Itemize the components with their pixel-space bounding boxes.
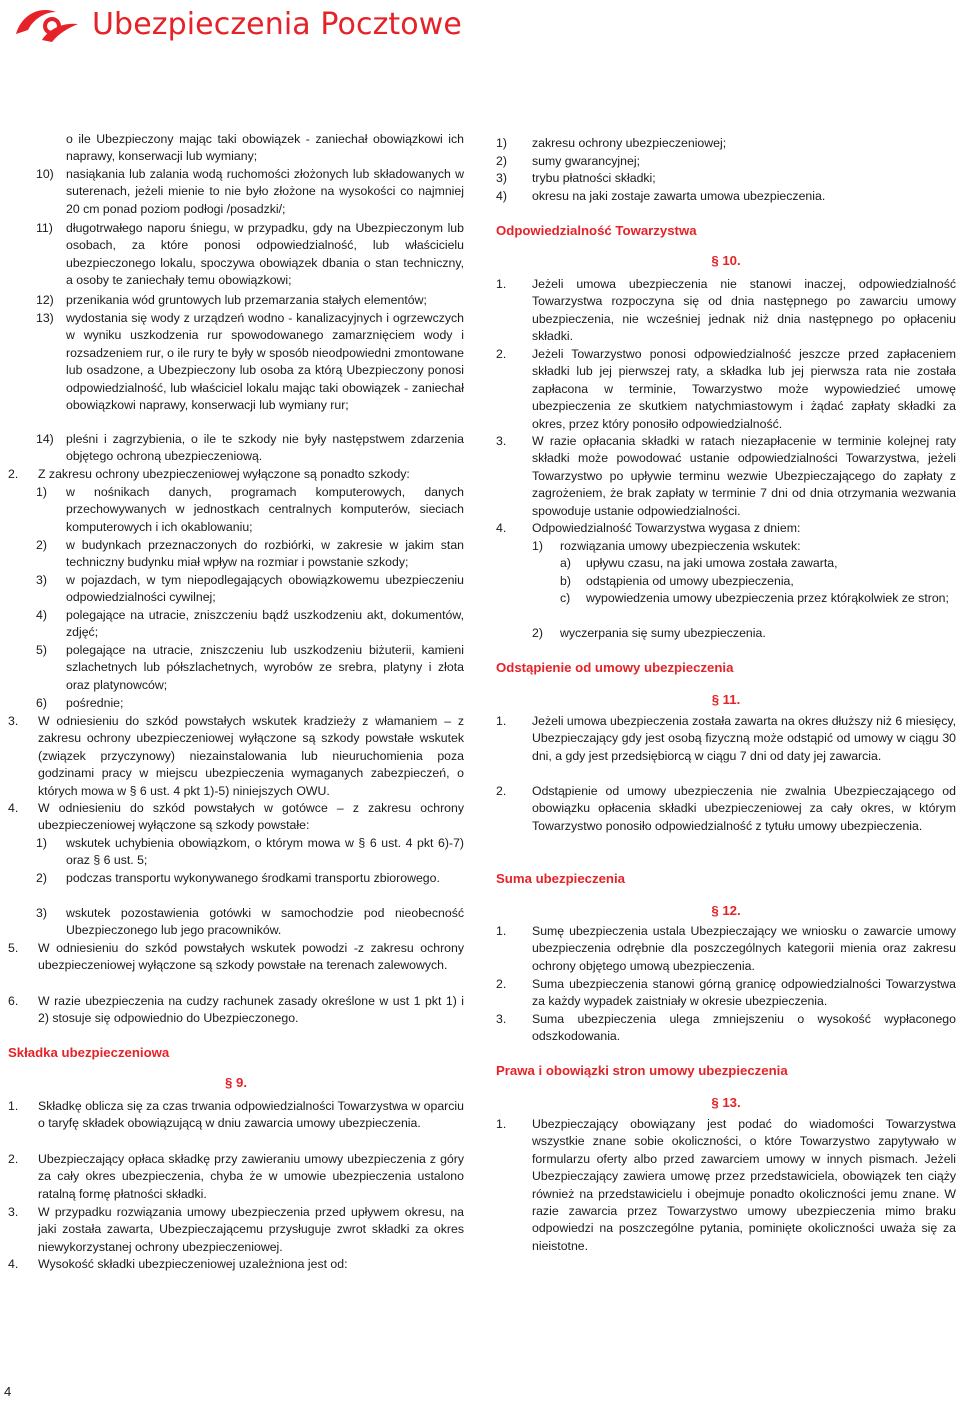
- list-item-text: pleśni i zagrzybienia, o ile te szkody nie były następstwem zdarzenia objętego ochroną ubezpieczeniową.: [66, 432, 464, 464]
- list-number: 4): [36, 608, 47, 622]
- list-number: 1.: [496, 924, 507, 938]
- list-item: [496, 555, 956, 572]
- section-heading: Suma ubezpieczenia: [496, 871, 625, 886]
- list-number: 6.: [8, 994, 19, 1008]
- list-number: 2): [496, 154, 507, 168]
- section-heading: Prawa i obowiązki stron umowy ubezpieczenia: [496, 1063, 788, 1078]
- list-item-text: W razie ubezpieczenia na cudzy rachunek zasady określone w ust 1 pkt 1) i 2) stosuje się odpowiednio do Ubezpieczonego.: [38, 994, 464, 1026]
- list-number: 1): [532, 539, 543, 553]
- list-item-text: długotrwałego naporu śniegu, w przypadku, gdy na Ubezpieczonym lub osobach, za które ponosi odpowiedzialność, lub właścicielu ubezpieczonego lokalu, spoczywa obowiązek dbania o stan techniczny, a osoby te zaniechały temu obowiązkowi;: [66, 221, 464, 288]
- list-item: [496, 1011, 956, 1046]
- list-item: [496, 976, 956, 1011]
- list-number: 2.: [8, 1152, 19, 1166]
- list-item: [496, 153, 956, 170]
- logo-icon: [12, 4, 84, 44]
- list-item-text: upływu czasu, na jaki umowa została zawarta,: [586, 556, 838, 570]
- list-number: 11): [36, 221, 53, 235]
- list-number: 1): [496, 136, 507, 150]
- list-number: 2.: [8, 467, 19, 481]
- list-item-text: podczas transportu wykonywanego środkami transportu zbiorowego.: [66, 871, 440, 885]
- list-number: 1.: [496, 277, 507, 291]
- list-item-text: W odniesieniu do szkód powstałych wskutek powodzi -z zakresu ochrony ubezpieczeniowej wyłączone są szkody powstałe na terenach zalewowych.: [38, 941, 464, 973]
- list-item-text: nasiąkania lub zalania wodą ruchomości złożonych lub składowanych w suterenach, jeżeli mienie to nie było złożone na wysokości co najmniej 20 cm ponad poziom podłogi /posadzki/;: [66, 167, 464, 216]
- list-item-text: wyczerpania się sumy ubezpieczenia.: [560, 626, 766, 640]
- list-item: [8, 800, 464, 835]
- list-item-text: W odniesieniu do szkód powstałych w gotówce – z zakresu ochrony ubezpieczeniowej wyłączone są szkody powstałe:: [38, 801, 464, 833]
- list-item: [8, 835, 464, 870]
- list-number: 1.: [8, 1099, 19, 1113]
- list-item: [496, 433, 956, 520]
- list-item-text: w pojazdach, w tym niepodlegających obowiązkowemu ubezpieczeniu odpowiedzialności cywilnej;: [66, 573, 464, 605]
- paragraph-symbol: § 12.: [711, 903, 741, 918]
- list-number: 4.: [8, 801, 19, 815]
- list-number: c): [560, 591, 571, 605]
- list-item-text: Z zakresu ochrony ubezpieczeniowej wyłączone są ponadto szkody:: [38, 467, 410, 481]
- list-item-text: w budynkach przeznaczonych do rozbiórki, w zakresie w jakim stan techniczny budynku miał wpływ na rozmiar i powstanie szkody;: [66, 538, 464, 570]
- list-number: 3): [36, 573, 47, 587]
- list-item-text: w nośnikach danych, programach komputerowych, danych przechowywanych w jednostkach centralnych komputerów, sieciach komputerowych i ich okablowaniu;: [66, 485, 464, 534]
- list-number: 3.: [8, 1205, 19, 1219]
- list-item-text: Suma ubezpieczenia stanowi górną granicę odpowiedzialności Towarzystwa za każdy wypadek zaistniały w okresie ubezpieczenia.: [532, 977, 956, 1009]
- list-item-text: okresu na jaki zostaje zawarta umowa ubezpieczenia.: [532, 189, 826, 203]
- list-number: 1): [36, 485, 47, 499]
- list-number: 3.: [496, 1012, 507, 1026]
- list-item: [8, 292, 464, 309]
- list-item-text: W przypadku rozwiązania umowy ubezpieczenia przed upływem okresu, na jaki została zawarta, Ubezpieczającemu przysługuje zwrot składki za okres niewykorzystanej ochrony ubezpieczeniowej.: [38, 1205, 464, 1254]
- list-item: [496, 276, 956, 346]
- list-item-text: Ubezpieczający obowiązany jest podać do wiadomości Towarzystwa wszystkie znane sobie okoliczności, o które Towarzystwo zapytywało w formularzu oferty albo przed zawarciem umowy w innych pismach. Jeżeli Ubezpieczający zawiera umowę przez przedstawiciela, obowiązek ten ciąży również na przedstawicielu i obejmuje ponadto okoliczności jemu znane. W razie zawarcia przez Towarzystwo umowy ubezpieczenia mimo braku odpowiedzi na poszczególne pytania, pominięte okoliczności uważa się za nieistotne.: [532, 1117, 956, 1253]
- list-item: [8, 431, 464, 466]
- list-number: 3): [496, 171, 507, 185]
- list-item-text: odstąpienia od umowy ubezpieczenia,: [586, 574, 794, 588]
- list-item: [496, 346, 956, 433]
- list-number: 5.: [8, 941, 19, 955]
- list-item: [496, 188, 956, 205]
- paragraph-symbol: § 13.: [711, 1095, 741, 1110]
- list-item: [496, 573, 956, 590]
- list-number: 5): [36, 643, 47, 657]
- list-item: [8, 1256, 464, 1273]
- list-item: [496, 590, 956, 607]
- list-item-text: Sumę ubezpieczenia ustala Ubezpieczający we wniosku o zawarcie umowy ubezpieczenia odrębnie dla poszczególnych kategorii mienia oraz zakresu ochrony objętego umową ubezpieczenia.: [532, 924, 956, 973]
- list-item-text: Wysokość składki ubezpieczeniowej uzależniona jest od:: [38, 1257, 348, 1271]
- list-item: [8, 572, 464, 607]
- list-number: 12): [36, 293, 54, 307]
- list-number: 10): [36, 167, 54, 181]
- list-number: b): [560, 574, 571, 588]
- page-number: 4: [4, 1384, 12, 1399]
- list-item: [8, 695, 464, 712]
- list-number: 2): [36, 538, 47, 552]
- list-item: [496, 625, 956, 642]
- paragraph-symbol: § 9.: [225, 1075, 247, 1090]
- list-item-text: Jeżeli Towarzystwo ponosi odpowiedzialność jeszcze przed zapłaceniem składki lub jej pierwszej raty, a składka lub jej pierwsza rata nie została zapłacona w terminie, Towarzystwo może wypowiedzieć umowę ubezpieczenia ze skutkiem natychmiastowym i żądać zapłaty składki za okres, przez który ponosiło odpowiedzialność.: [532, 347, 956, 431]
- list-item-text: Odpowiedzialność Towarzystwa wygasa z dniem:: [532, 521, 801, 535]
- list-item-text: o ile Ubezpieczony mając taki obowiązek - zaniechał obowiązkowi ich naprawy, konserwacji lub wymiany;: [66, 132, 464, 164]
- list-item: [8, 1151, 464, 1203]
- list-item-text: rozwiązania umowy ubezpieczenia wskutek:: [560, 539, 801, 553]
- list-item: [496, 783, 956, 835]
- list-item: [496, 1116, 956, 1255]
- list-item: [8, 166, 464, 218]
- list-item-text: Suma ubezpieczenia ulega zmniejszeniu o wysokość wypłaconego odszkodowania.: [532, 1012, 956, 1044]
- paragraph-symbol: § 11.: [711, 692, 741, 707]
- list-number: 1.: [496, 1117, 507, 1131]
- section-heading: Odstąpienie od umowy ubezpieczenia: [496, 660, 734, 675]
- section-heading: Składka ubezpieczeniowa: [8, 1045, 170, 1060]
- list-item-text: Odstąpienie od umowy ubezpieczenia nie zwalnia Ubezpieczającego od obowiązku opłacenia składki ubezpieczeniowej za cały okres, w którym Towarzystwo ponosiło odpowiedzialność z tytułu umowy ubezpieczenia.: [532, 784, 956, 833]
- list-number: 2.: [496, 784, 507, 798]
- list-item: [496, 170, 956, 187]
- list-item: [8, 537, 464, 572]
- list-item-text: wypowiedzenia umowy ubezpieczenia przez którąkolwiek ze stron;: [586, 591, 949, 605]
- list-number: 3.: [8, 714, 19, 728]
- list-item-text: Składkę oblicza się za czas trwania odpowiedzialności Towarzystwa w oparciu o taryfę składek obowiązującą w dniu zawarcia umowy ubezpieczenia.: [38, 1099, 464, 1131]
- list-item: [8, 642, 464, 694]
- list-item: [8, 310, 464, 414]
- list-number: 1.: [496, 714, 507, 728]
- list-number: 4): [496, 189, 507, 203]
- list-item: [8, 220, 464, 290]
- list-number: a): [560, 556, 571, 570]
- list-item: [496, 713, 956, 765]
- list-item: [496, 538, 956, 555]
- list-item: [496, 520, 956, 537]
- list-item-text: polegające na utracie, zniszczeniu bądź uszkodzeniu akt, dokumentów, zdjęć;: [66, 608, 464, 640]
- list-number: 13): [36, 311, 54, 325]
- list-number: 2.: [496, 977, 507, 991]
- list-number: 2): [532, 626, 543, 640]
- list-number: 14): [36, 432, 54, 446]
- list-number: 2.: [496, 347, 507, 361]
- list-item-text: Jeżeli umowa ubezpieczenia została zawarta na okres dłuższy niż 6 miesięcy, Ubezpieczający gdy jest osobą fizyczną może odstąpić od umowy w ciągu 30 dni, a gdy jest przedsiębiorcą w ciągu 7 dni od daty jej zawarcia.: [532, 714, 956, 763]
- list-number: 3.: [496, 434, 507, 448]
- list-item: [8, 940, 464, 975]
- paragraph-symbol: § 10.: [711, 253, 741, 268]
- list-item-text: wskutek uchybienia obowiązkom, o którym mowa w § 6 ust. 4 pkt 6)-7) oraz § 6 ust. 5;: [66, 836, 464, 868]
- list-item: [8, 993, 464, 1028]
- list-item: [8, 870, 464, 887]
- list-item-text: W odniesieniu do szkód powstałych wskutek kradzieży z włamaniem – z zakresu ochrony ubezpieczeniowej wyłączone są szkody powstałe wskutek (związek przyczynowy) niezainstalowania lub nieuruchomienia poza godzinami pracy w miejscu ubezpieczenia wymaganych zabezpieczeń, o których mowa w § 6 ust. 4 pkt 1)-5) niniejszych OWU.: [38, 714, 464, 798]
- list-item-text: zakresu ochrony ubezpieczeniowej;: [532, 136, 727, 150]
- section-heading: Odpowiedzialność Towarzystwa: [496, 223, 697, 238]
- list-item-text: wskutek pozostawienia gotówki w samochodzie pod nieobecność Ubezpieczonego lub jego pracowników.: [66, 906, 464, 938]
- list-number: 1): [36, 836, 47, 850]
- list-number: 2): [36, 871, 47, 885]
- list-item-text: Ubezpieczający opłaca składkę przy zawieraniu umowy ubezpieczenia z góry za cały okres ubezpieczenia, chyba że w umowie ubezpieczenia ustalono ratalną formę płatności składki.: [38, 1152, 464, 1201]
- list-item: [496, 923, 956, 975]
- list-item: [8, 607, 464, 642]
- list-item: [8, 713, 464, 800]
- list-item-text: wydostania się wody z urządzeń wodno - kanalizacyjnych i ogrzewczych w wyniku uszkodzenia rur spowodowanego zamarznięciem wody i rozsadzeniem rur, o ile rury te były w sposób nieodpowiedni zmontowane lub osadzone, a Ubezpieczony lub osoba za którą Ubezpieczony ponosi odpowiedzialność, lub właściciel lokalu mając taki obowiązek - zaniechał obowiązkowi naprawy, konserwacji lub wymiany rur;: [66, 311, 464, 413]
- list-item-text: przenikania wód gruntowych lub przemarzania stałych elementów;: [66, 293, 427, 307]
- list-number: 4.: [496, 521, 507, 535]
- list-item: [8, 905, 464, 940]
- list-number: 4.: [8, 1257, 19, 1271]
- list-item-text: trybu płatności składki;: [532, 171, 656, 185]
- page-header: [0, 0, 960, 52]
- list-item: [8, 484, 464, 536]
- list-item: [8, 131, 464, 166]
- list-item-text: polegające na utracie, zniszczeniu lub uszkodzeniu biżuterii, kamieni szlachetnych lub półszlachetnych, wyrobów ze srebra, platyny i złota oraz platynowców;: [66, 643, 464, 692]
- list-item-text: W razie opłacania składki w ratach niezapłacenie w terminie kolejnej raty składki może powodować ustanie odpowiedzialności Towarzystwa, jeżeli Towarzystwo po upływie terminu wezwie Ubezpieczającego do zapłaty z zagrożeniem, że brak zapłaty w terminie 7 dni od dnia otrzymania wezwania spowoduje ustanie odpowiedzialności.: [532, 434, 956, 518]
- list-item: [8, 1204, 464, 1256]
- list-number: 6): [36, 696, 47, 710]
- list-item-text: pośrednie;: [66, 696, 124, 710]
- brand-title: Ubezpieczenia Pocztowe: [92, 7, 462, 42]
- list-number: 3): [36, 906, 47, 920]
- list-item: [8, 466, 464, 483]
- list-item: [8, 1098, 464, 1133]
- list-item-text: Jeżeli umowa ubezpieczenia nie stanowi inaczej, odpowiedzialność Towarzystwa rozpoczyna się od dnia następnego po zawarciu umowy ubezpieczenia, nie wcześniej jednak niż dnia następnego po opłaceniu składki.: [532, 277, 956, 344]
- list-item: [496, 135, 956, 152]
- list-item-text: sumy gwarancyjnej;: [532, 154, 640, 168]
